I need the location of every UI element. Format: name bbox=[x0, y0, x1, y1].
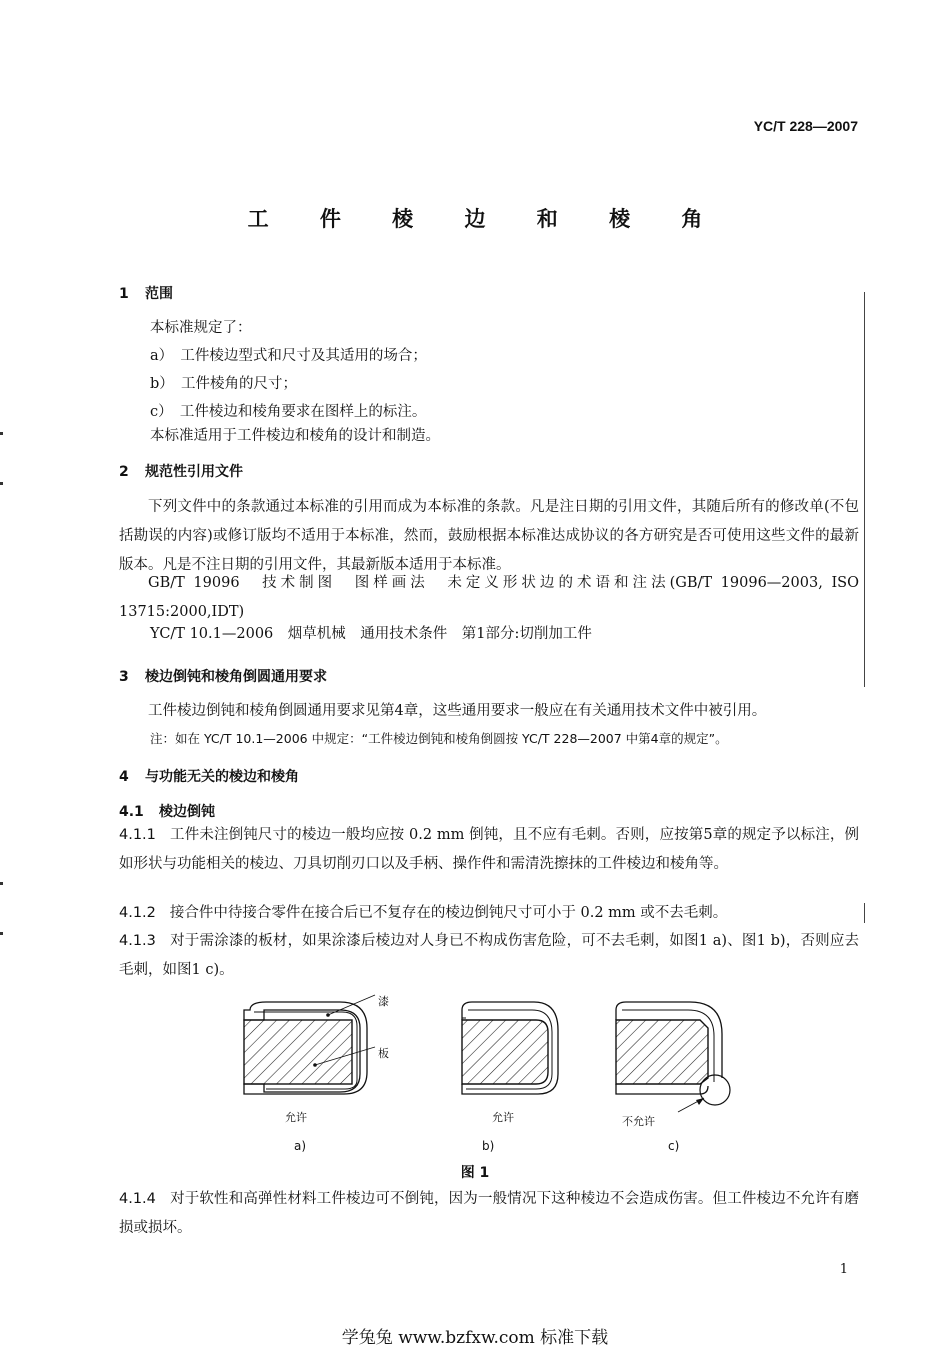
revision-bar bbox=[864, 903, 865, 923]
list-item: a） 工件棱边型式和尺寸及其适用的场合； bbox=[150, 348, 427, 364]
document-title: 工 件 棱 边 和 棱 角 bbox=[247, 207, 725, 231]
margin-dot bbox=[0, 882, 3, 885]
scope-intro: 本标准规定了： bbox=[150, 320, 252, 336]
figure-1b-label: b) bbox=[482, 1139, 495, 1153]
section-heading-4: 4 与功能无关的棱边和棱角 bbox=[119, 769, 299, 785]
figure-1c-drawing bbox=[616, 1002, 730, 1112]
paint-label: 漆 bbox=[378, 995, 389, 1008]
section-heading-2: 2 规范性引用文件 bbox=[119, 464, 243, 480]
figure-1a-drawing bbox=[244, 995, 375, 1094]
margin-dot bbox=[0, 932, 3, 935]
clause-4-1-4: 4.1.4 对于软性和高弹性材料工件棱边可不倒钝，因为一般情况下这种棱边不会造成伤害。但工件棱边不允许有磨损或损坏。 bbox=[119, 1191, 859, 1236]
note: 注：如在 YC/T 10.1—2006 中规定：“工件棱边倒钝和棱角倒圆按 YC/T 228—2007 中第4章的规定”。 bbox=[150, 731, 728, 746]
figure-1b-status: 允许 bbox=[492, 1111, 514, 1124]
margin-dot bbox=[0, 482, 3, 485]
reference-item: GB/T 19096 技术制图 图样画法 未定义形状边的术语和注法(GB/T 19096—2003, ISO 13715:2000,IDT) bbox=[119, 575, 859, 620]
figure-1a-status: 允许 bbox=[285, 1111, 307, 1124]
scope-statement: 本标准适用于工件棱边和棱角的设计和制造。 bbox=[150, 428, 440, 444]
figure-1-caption: 图 1 bbox=[460, 1165, 490, 1181]
clause-4-1-2: 4.1.2 接合件中待接合零件在接合后已不复存在的棱边倒钝尺寸可小于 0.2 mm 或不去毛刺。 bbox=[119, 905, 728, 921]
plate-label: 板 bbox=[378, 1047, 389, 1060]
figure-1c-label: c) bbox=[668, 1139, 680, 1153]
general-requirement-paragraph: 工件棱边倒钝和棱角倒圆通用要求见第4章，这些通用要求一般应在有关通用技术文件中被引用。 bbox=[148, 703, 767, 719]
figure-1b-drawing bbox=[462, 1002, 558, 1094]
standard-code: YC/T 228—2007 bbox=[753, 118, 858, 134]
subsection-heading-4-1: 4.1 棱边倒钝 bbox=[119, 804, 215, 820]
reference-item: YC/T 10.1—2006 烟草机械 通用技术条件 第1部分:切削加工件 bbox=[150, 626, 592, 642]
section-heading-1: 1 范围 bbox=[119, 286, 173, 302]
margin-dot bbox=[0, 432, 3, 435]
clause-4-1-3: 4.1.3 对于需涂漆的板材，如果涂漆后棱边对人身已不构成伤害危险，可不去毛刺，如图1 a)、图1 b)，否则应去毛刺，如图1 c)。 bbox=[119, 933, 859, 978]
page-number: 1 bbox=[839, 1262, 848, 1277]
figure-1a-label: a) bbox=[294, 1139, 307, 1153]
watermark-footer: 学兔兔 www.bzfxw.com 标准下载 bbox=[341, 1328, 609, 1348]
list-item: b） 工件棱角的尺寸； bbox=[150, 376, 298, 392]
section-heading-3: 3 棱边倒钝和棱角倒圆通用要求 bbox=[119, 669, 327, 685]
figure-1 bbox=[230, 990, 750, 1160]
list-item: c） 工件棱边和棱角要求在图样上的标注。 bbox=[150, 404, 427, 420]
revision-bar bbox=[864, 292, 865, 687]
figure-1c-status: 不允许 bbox=[622, 1115, 655, 1128]
normative-references-paragraph: 下列文件中的条款通过本标准的引用而成为本标准的条款。凡是注日期的引用文件，其随后所有的修改单(不包括勘误的内容)或修订版均不适用于本标准，然而，鼓励根据本标准达成协议的各方研究是否可使用这些文件的最新版本。凡是不注日期的引用文件，其最新版本适用于本标准。 bbox=[119, 499, 859, 573]
clause-4-1-1: 4.1.1 工件未注倒钝尺寸的棱边一般均应按 0.2 mm 倒钝，且不应有毛刺。否则，应按第5章的规定予以标注，例如形状与功能相关的棱边、刀具切削刃口以及手柄、操作件和需清洗擦抹的工件棱边和棱角等。 bbox=[119, 827, 859, 872]
